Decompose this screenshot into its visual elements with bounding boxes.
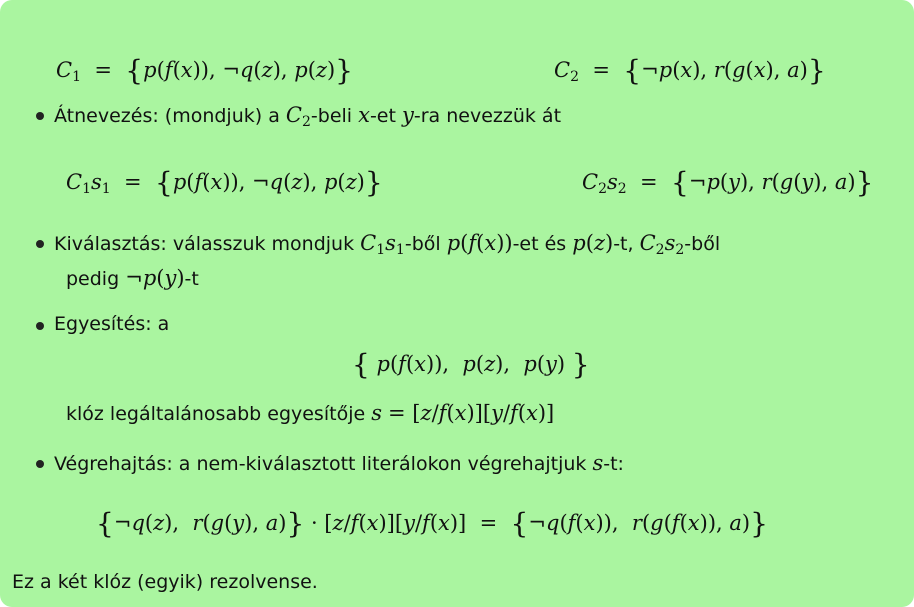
conclusion-text: Ez a két klóz (egyik) rezolvense. <box>12 571 318 593</box>
step-kivalasztas: Kiválasztás: válasszuk mondjuk $C_1s_1$-ből p(f(x))-et és p(z)-t, $C_2s_2$-ből <box>54 231 721 258</box>
step-egyesites-after: klóz legáltalánosabb egyesítője s = [z/f(x)][y/f(x)] <box>66 401 555 425</box>
formula-c2: $C_2$ = {¬p(x), r(g(x), a)} <box>554 54 826 87</box>
bullet-2 <box>36 240 44 248</box>
bullet-1 <box>36 112 44 120</box>
step-vegrehajtas: Végrehajtás: a nem-kiválasztott literálokon végrehajtjuk s-t: <box>54 451 624 475</box>
formula-c1s1: $C_1s_1 = \{p(f(x))$, ¬q(z), p(z)} <box>66 166 383 199</box>
step-kivalasztas-line2: pedig ¬p(y)-t <box>66 266 199 290</box>
step-egyesites: Egyesítés: a <box>54 313 170 335</box>
bullet-4 <box>36 460 44 468</box>
step-atnevezes: Átnevezés: (mondjuk) a $C_2$-beli x-et y-ra nevezzük át <box>54 103 562 130</box>
formula-unify-set: { p(f(x)), p(z), p(y) } <box>352 348 590 381</box>
bullet-3 <box>36 322 44 330</box>
formula-c1: $C_1 = \{p(f(x))$, ¬q(z), p(z)} <box>56 54 353 87</box>
formula-result: {¬q(z), r(g(y), a)} · [z/f(x)][y/f(x)] = {¬q(f(x)), r(g(f(x)), a)} <box>96 507 768 540</box>
formula-c2s2: $C_2s_2$ = {¬p(y), r(g(y), a)} <box>582 166 874 199</box>
